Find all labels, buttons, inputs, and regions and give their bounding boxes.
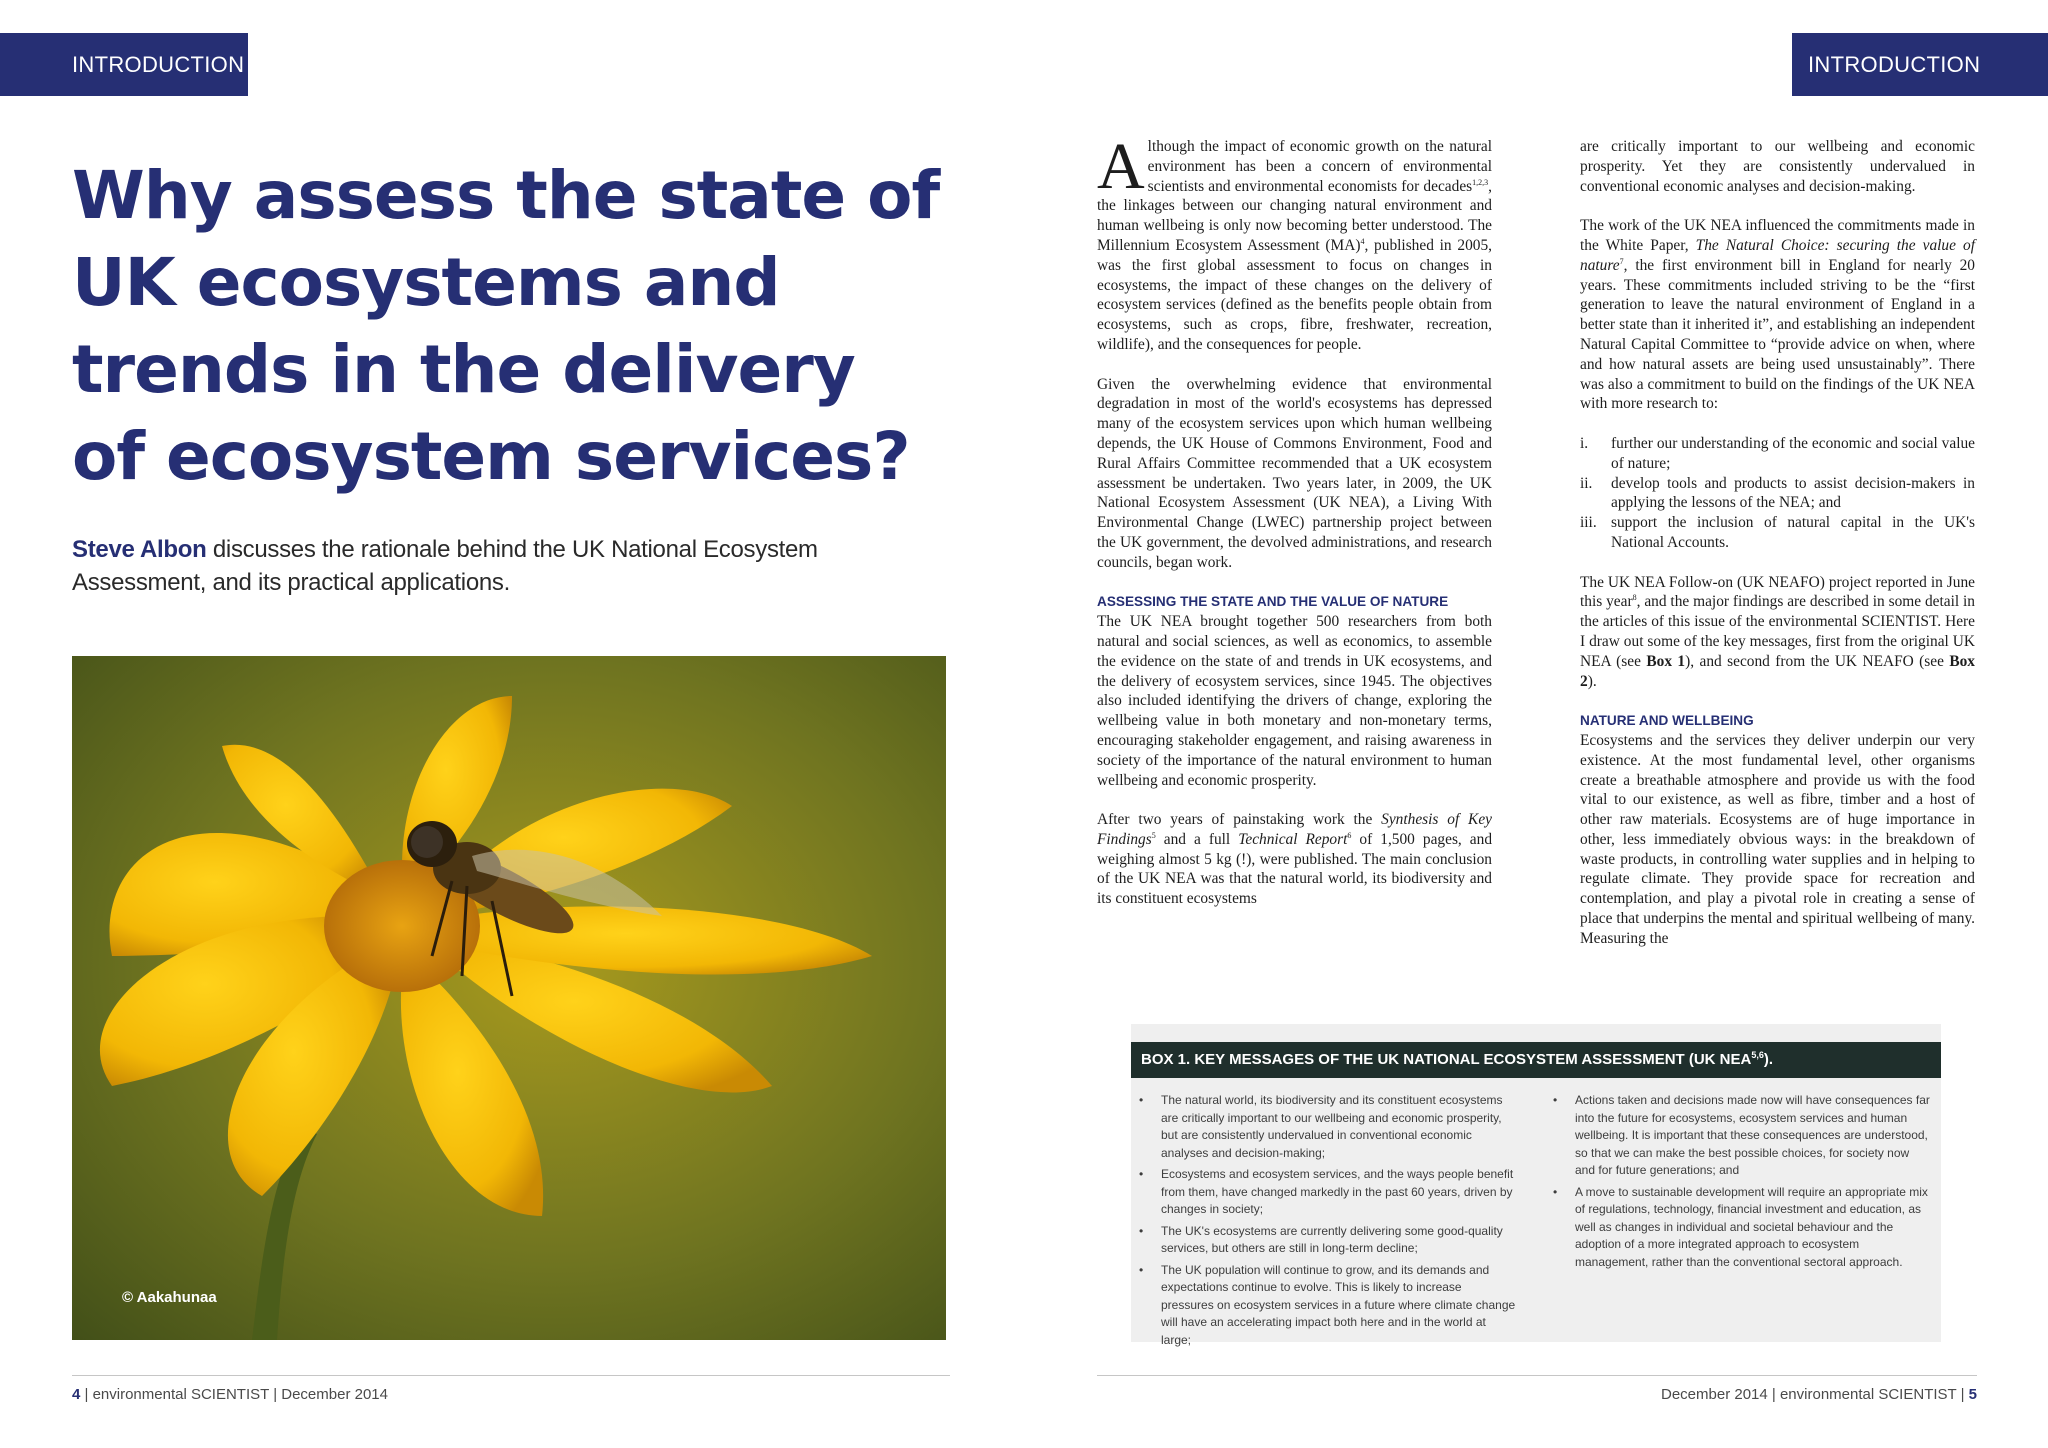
section-tab-right: INTRODUCTION — [1792, 33, 2048, 96]
citation-sup: 5,6 — [1751, 1050, 1764, 1060]
photo-illustration — [72, 656, 946, 1340]
footer-right — [1661, 1386, 1977, 1403]
list-number: iii. — [1580, 514, 1597, 532]
box1-left-column — [1131, 1092, 1516, 1353]
paragraph-text: , the linkages between our changing natural environment and human wellbeing is only now becoming better understood. The Millennium Ecosystem Assessment (MA) — [1097, 177, 1492, 254]
white-paper-title: The Natural Choice: securing the value of nature — [1580, 236, 1975, 274]
footer-left-text: | environmental SCIENTIST | December 2014 — [80, 1386, 388, 1403]
paragraph-intro — [1097, 130, 1492, 355]
page-number-left: 4 — [72, 1386, 81, 1403]
box-reference: Box 1 — [1646, 652, 1686, 670]
subheading-assessing: ASSESSING THE STATE AND THE VALUE OF NATURE — [1097, 594, 1449, 610]
paragraph-white-paper — [1580, 216, 1975, 414]
paragraph-continued: are critically important to our wellbeing and economic prosperity. Yet they are consistently undervalued in conventional economic analyses and decision-making. — [1580, 138, 1975, 195]
body-column-1 — [1097, 130, 1493, 929]
citation-sup: 1,2,3 — [1472, 177, 1489, 187]
paragraph-text: ). — [1587, 672, 1597, 690]
paragraph-text: , and the major findings are described in some detail in the articles of this issue of the environmental SCIENTIST. Here I draw out some of the key messages, first from the original UK NEA (see — [1580, 593, 1975, 670]
box1-title-end: ). — [1763, 1051, 1774, 1068]
citation-sup: 5 — [1151, 830, 1156, 840]
list-item — [1580, 434, 1975, 474]
paragraph-text: lthough the impact of economic growth on the natural environment has been a concern of environmental scientists and environmental economists for decades — [1147, 138, 1492, 195]
footer-right-text: December 2014 | environmental SCIENTIST | — [1661, 1386, 1969, 1403]
citation-sup: 8 — [1632, 593, 1637, 603]
page-number-right: 5 — [1968, 1386, 1977, 1403]
report-title: Technical Report — [1238, 830, 1348, 848]
report-title: Synthesis of Key Findings — [1097, 811, 1492, 848]
list-text: develop tools and products to assist decision-makers in applying the lessons of the NEA; and — [1611, 474, 1975, 512]
paragraph-context: Given the overwhelming evidence that environmental degradation in most of the world's ecosystems has depressed many of the ecosystem services upon which human wellbeing depends, the UK House of Commons Environment, Food and Rural Affairs Committee recommended that a UK ecosystem assessment be undertaken. Two years later, in 2009, the UK National Ecosystem Assessment (UK NEA), a Living With Environmental Change (LWEC) partnership project between the UK government, the devolved administrations, and research councils, began work. — [1097, 375, 1492, 571]
standfirst-text: discusses the rationale behind the UK National Ecosystem Assessment, and its practical applications. — [72, 536, 818, 596]
box1-title: BOX 1. KEY MESSAGES OF THE UK NATIONAL ECOSYSTEM ASSESSMENT (UK NEA — [1141, 1051, 1752, 1068]
citation-sup: 6 — [1347, 830, 1352, 840]
citation-sup: 7 — [1619, 256, 1624, 266]
paragraph-text: The work of the UK NEA influenced the commitments made in the White Paper, — [1580, 217, 1975, 254]
paragraph-text: , published in 2005, was the first global assessment to focus on changes in ecosystems, the impact of these changes on the delivery of ecosystem services (defined as the benefits people obtain from ecosystems, such as crops, fibre, freshwater, recreation, wildlife), and the consequences for people. — [1097, 236, 1492, 353]
citation-sup: 4 — [1360, 236, 1365, 246]
article-title: Why assess the state of UK ecosystems and trends in the delivery of ecosystem services? — [72, 157, 940, 495]
box1-right-column — [1545, 1092, 1930, 1275]
photo-credit: © Aakahunaa — [122, 1289, 217, 1306]
paragraph-text: ), and second from the UK NEAFO (see — [1685, 652, 1950, 670]
footer-left — [72, 1386, 388, 1403]
paragraph-text: The UK NEA Follow-on (UK NEAFO) project reported in June this year — [1580, 573, 1975, 611]
paragraph-objectives: The UK NEA brought together 500 researchers from both natural and social sciences, as well as economics, to assemble the evidence on the state of and trends in UK ecosystems, and the delivery of ecosystem services, since 1945. The objectives also included identifying the drivers of change, exploring the wellbeing value in both monetary and non-monetary terms, encouraging stakeholder engagement, and raising awareness in society of the importance of the natural environment to human wellbeing and economic prosperity. — [1097, 613, 1492, 789]
section-tab-left: INTRODUCTION — [0, 33, 248, 96]
box1-bullet: • Ecosystems and ecosystem services, and the ways people benefit from them, have changed markedly in the past 60 years, driven by changes in society; — [1131, 1166, 1516, 1219]
box1-bullet: • The UK's ecosystems are currently delivering some good-quality services, but others are still in long-term decline; — [1131, 1223, 1516, 1258]
hoverfly-on-flower-photo — [72, 656, 946, 1340]
list-text: support the inclusion of natural capital in the UK's National Accounts. — [1611, 514, 1975, 551]
standfirst — [72, 533, 952, 599]
list-number: i. — [1580, 434, 1589, 452]
paragraph-neafo — [1580, 573, 1975, 692]
paragraph-text: of 1,500 pages, and weighing almost 5 kg (!), were published. The main conclusion of the UK NEA was that the natural world, its biodiversity and its constituent ecosystems — [1097, 830, 1493, 908]
list-text: further our understanding of the economic and social value of nature; — [1611, 434, 1975, 472]
paragraph-text: and a full — [1155, 830, 1239, 848]
research-goals-list — [1580, 434, 1975, 553]
box-reference: Box 2 — [1580, 652, 1975, 690]
author-name: Steve Albon — [72, 536, 207, 563]
box1-bullet: • The natural world, its biodiversity and its constituent ecosystems are critically important to our wellbeing and economic prosperity, but are consistently undervalued in conventional economic analyses and decision-making; — [1131, 1092, 1516, 1162]
paragraph-ecosystems: Ecosystems and the services they deliver underpin our very existence. At the most fundamental level, other organisms create a breathable atmosphere and provide us with the food vital to our existence, as well as fibre, timber and a host of other raw materials. Ecosystems are of huge importance in other, less immediately obvious ways: in the breakdown of waste products, in controlling water supplies and in helping to regulate climate. They provide space for recreation and contemplation, and play a pivotal role in creating a sense of place that underpins the mental and spiritual wellbeing of many. Measuring the — [1580, 731, 1975, 947]
body-column-2 — [1580, 137, 1975, 968]
paragraph-text: , the first environment bill in England for nearly 20 years. These commitments included striving to be the “first generation to leave the natural environment of England in a better state than it inherited it”, and establishing an independent Natural Capital Committee to “provide advice on when, where and how natural assets are being used unsustainably”. There was also a commitment to build on the findings of the UK NEA with more research to: — [1580, 256, 1975, 413]
footer-rule-right — [1097, 1375, 1977, 1376]
list-number: ii. — [1580, 474, 1593, 492]
list-item — [1580, 513, 1975, 553]
subheading-nature-wellbeing: NATURE AND WELLBEING — [1580, 713, 1754, 729]
box1-bullet: • The UK population will continue to grow, and its demands and expectations continue to evolve. This is likely to increase pressures on ecosystem services in a future where climate change will have an accelerating impact both here and in the world at large; — [1131, 1262, 1516, 1350]
paragraph-publication — [1097, 810, 1492, 909]
paragraph-text: After two years of painstaking work the — [1097, 811, 1382, 829]
footer-rule-left — [72, 1375, 950, 1376]
box1-bullet: • A move to sustainable development will require an appropriate mix of regulations, technology, financial investment and education, as well as changes in individual and societal behaviour and the adoption of a more integrated approach to ecosystem management, rather than the conventional sectoral approach. — [1545, 1184, 1930, 1272]
drop-cap: A — [1097, 130, 1145, 203]
box1-heading — [1131, 1042, 1941, 1078]
box1-bullet: • Actions taken and decisions made now will have consequences far into the future for ecosystems, ecosystem services and human wellbeing. It is important that these consequences are understood, so that we can make the best possible choices, for society now and for future generations; and — [1545, 1092, 1930, 1180]
box1-key-messages — [1131, 1024, 1941, 1347]
list-item — [1580, 474, 1975, 514]
